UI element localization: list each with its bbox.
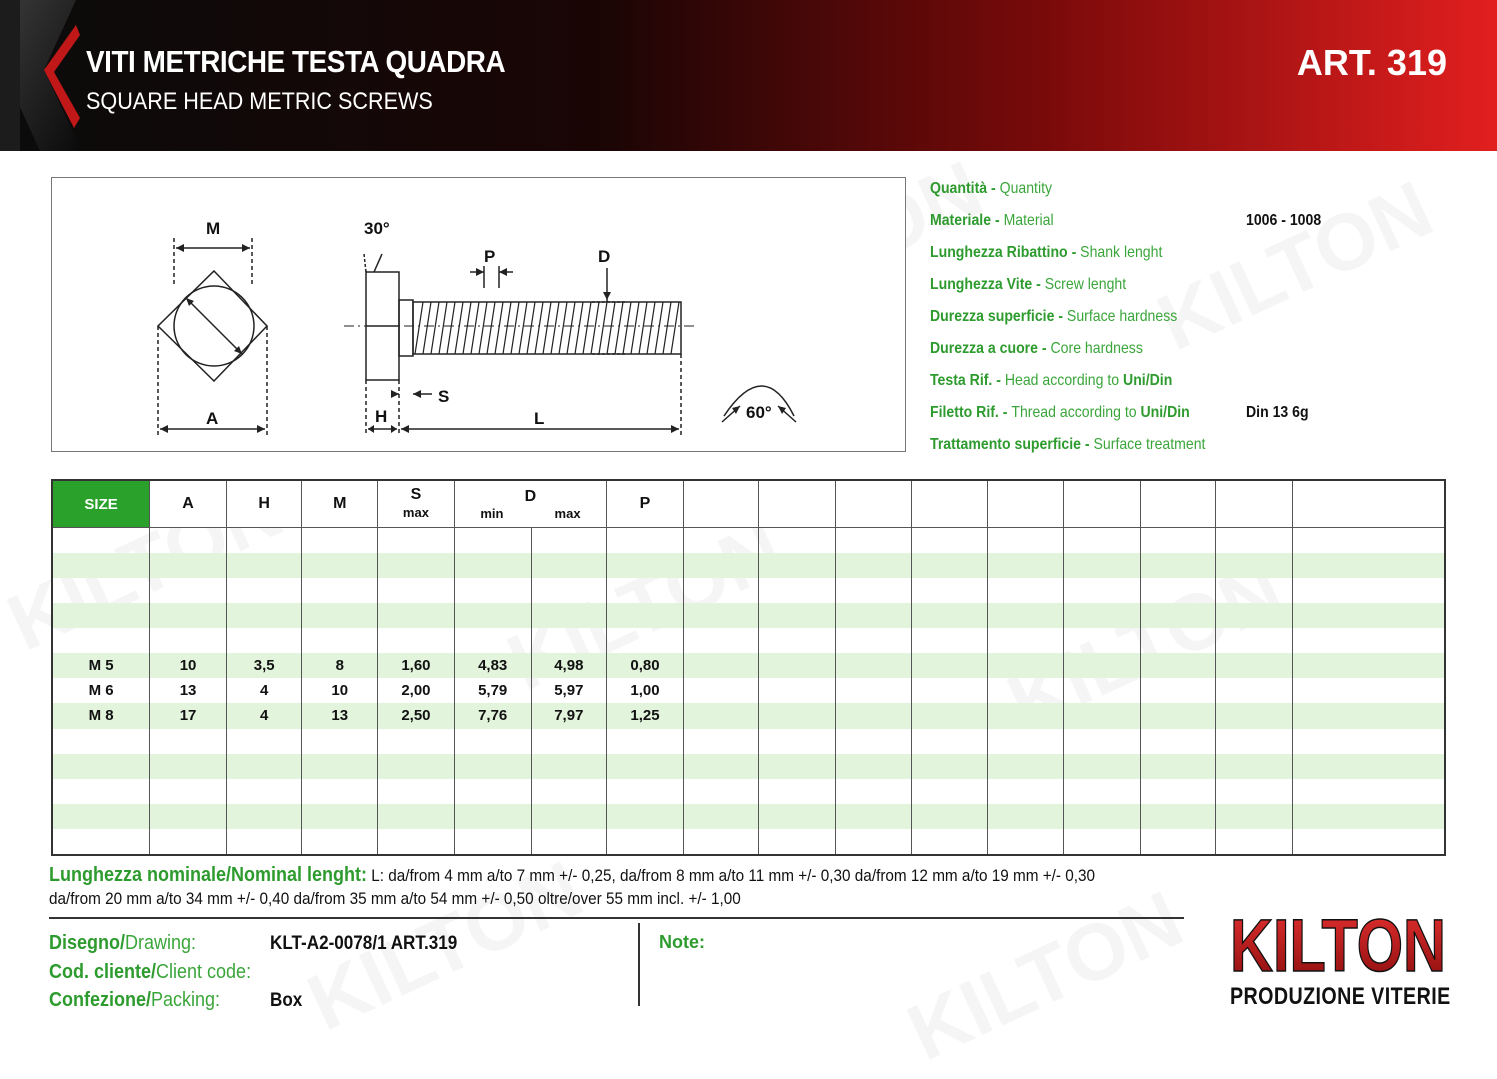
cell-empty <box>759 628 836 653</box>
cell-empty <box>1064 603 1141 628</box>
cell-empty <box>1064 678 1141 703</box>
client-code-label: Cod. cliente/Client code: <box>49 961 252 983</box>
cell-size <box>52 779 150 804</box>
cell-p <box>607 829 684 855</box>
cell-empty <box>911 829 988 855</box>
cell-empty <box>1140 703 1216 728</box>
cell-h <box>226 553 302 578</box>
cell-h: 4 <box>226 703 302 728</box>
table-body <box>52 528 1445 856</box>
cell-s <box>378 729 455 754</box>
cell-dmax: 4,98 <box>531 653 607 678</box>
property-thread-ref: Filetto Rif. - Thread according to Uni/Din <box>930 404 1190 421</box>
label-head-angle: 30° <box>364 219 390 238</box>
kilton-logo <box>1228 904 1448 987</box>
cell-empty <box>1293 729 1445 754</box>
cell-m <box>302 553 378 578</box>
cell-empty <box>911 678 988 703</box>
cell-empty <box>836 528 912 554</box>
cell-dmax <box>531 829 607 855</box>
cell-dmin: 4,83 <box>454 653 531 678</box>
article-number: ART. 319 <box>1296 42 1447 83</box>
cell-empty <box>1293 754 1445 779</box>
cell-a <box>150 829 227 855</box>
col-p: P <box>607 480 684 528</box>
col-size: SIZE <box>52 480 150 528</box>
cell-empty <box>1216 729 1293 754</box>
table-row <box>52 528 1445 554</box>
cell-h: 3,5 <box>226 653 302 678</box>
cell-empty <box>988 779 1064 804</box>
table-row <box>52 653 1445 678</box>
cell-dmax <box>531 628 607 653</box>
cell-empty <box>1064 703 1141 728</box>
cell-empty <box>1140 553 1216 578</box>
cell-m: 10 <box>302 678 378 703</box>
property-quantity: Quantità - Quantity <box>930 180 1053 197</box>
cell-p <box>607 729 684 754</box>
packing-label: Confezione/Packing: <box>49 989 221 1011</box>
property-head-ref: Testa Rif. - Head according to Uni/Din <box>930 372 1173 389</box>
cell-m: 8 <box>302 653 378 678</box>
screw-diagram <box>52 178 907 453</box>
cell-empty <box>1140 528 1216 554</box>
cell-empty <box>836 628 912 653</box>
cell-a <box>150 779 227 804</box>
col-a: A <box>150 480 227 528</box>
cell-empty <box>988 553 1064 578</box>
cell-s <box>378 628 455 653</box>
cell-a: 13 <box>150 678 227 703</box>
label-p: P <box>484 247 496 266</box>
cell-empty <box>1064 829 1141 855</box>
cell-empty <box>911 754 988 779</box>
label-a: A <box>206 409 219 428</box>
cell-empty <box>988 628 1064 653</box>
cell-dmax <box>531 729 607 754</box>
cell-size <box>52 628 150 653</box>
cell-dmin <box>454 779 531 804</box>
cell-empty <box>759 829 836 855</box>
table-row <box>52 779 1445 804</box>
page-title: VITI METRICHE TESTA QUADRA <box>86 44 506 79</box>
cell-empty <box>1064 578 1141 603</box>
cell-empty <box>1216 678 1293 703</box>
cell-empty <box>759 653 836 678</box>
table-row <box>52 754 1445 779</box>
cell-h: 4 <box>226 678 302 703</box>
cell-size: M 8 <box>52 703 150 728</box>
cell-empty <box>1293 779 1445 804</box>
drawing-label: Disegno/Drawing: <box>49 932 197 954</box>
cell-empty <box>759 603 836 628</box>
cell-empty <box>1064 729 1141 754</box>
cell-m <box>302 528 378 554</box>
cell-empty <box>683 553 759 578</box>
cell-empty <box>988 703 1064 728</box>
cell-p <box>607 754 684 779</box>
cell-m <box>302 754 378 779</box>
cell-empty <box>759 729 836 754</box>
cell-m <box>302 779 378 804</box>
cell-h <box>226 729 302 754</box>
cell-dmax <box>531 578 607 603</box>
cell-empty <box>1216 754 1293 779</box>
property-thread-ref-value: Din 13 6g <box>1246 404 1309 421</box>
cell-empty <box>988 603 1064 628</box>
table-row <box>52 628 1445 653</box>
cell-empty <box>836 653 912 678</box>
cell-empty <box>911 528 988 554</box>
table-row <box>52 678 1445 703</box>
cell-empty <box>836 703 912 728</box>
cell-empty <box>911 653 988 678</box>
cell-dmin: 7,76 <box>454 703 531 728</box>
cell-p <box>607 628 684 653</box>
cell-empty <box>1140 729 1216 754</box>
cell-empty <box>1293 703 1445 728</box>
cell-size <box>52 754 150 779</box>
cell-dmin <box>454 628 531 653</box>
cell-h <box>226 829 302 855</box>
cell-empty <box>1140 754 1216 779</box>
cell-empty <box>1216 553 1293 578</box>
cell-dmin <box>454 804 531 829</box>
cell-s <box>378 779 455 804</box>
cell-size <box>52 729 150 754</box>
cell-empty <box>1293 553 1445 578</box>
cell-empty <box>1140 779 1216 804</box>
cell-empty <box>836 578 912 603</box>
label-l: L <box>534 409 545 428</box>
cell-empty <box>911 729 988 754</box>
page-subtitle: SQUARE HEAD METRIC SCREWS <box>86 88 433 115</box>
cell-s: 2,50 <box>378 703 455 728</box>
cell-a: 10 <box>150 653 227 678</box>
label-d: D <box>598 247 611 266</box>
cell-empty <box>683 528 759 554</box>
cell-empty <box>683 804 759 829</box>
cell-empty <box>1216 578 1293 603</box>
cell-empty <box>1140 603 1216 628</box>
logo-text: KILTON <box>1230 904 1446 987</box>
label-h: H <box>375 407 388 426</box>
table-header-row <box>52 480 1445 528</box>
cell-empty <box>683 628 759 653</box>
cell-empty <box>683 603 759 628</box>
cell-empty <box>1064 653 1141 678</box>
note-label: Note: <box>659 932 705 952</box>
cell-dmin <box>454 578 531 603</box>
cell-a: 17 <box>150 703 227 728</box>
cell-p: 1,00 <box>607 678 684 703</box>
cell-size <box>52 603 150 628</box>
cell-h <box>226 779 302 804</box>
cell-s <box>378 603 455 628</box>
cell-empty <box>911 804 988 829</box>
cell-dmin: 5,79 <box>454 678 531 703</box>
cell-empty <box>911 779 988 804</box>
cell-a <box>150 603 227 628</box>
cell-size <box>52 829 150 855</box>
table-row <box>52 804 1445 829</box>
cell-s: 2,00 <box>378 678 455 703</box>
cell-size <box>52 804 150 829</box>
cell-dmin <box>454 829 531 855</box>
cell-empty <box>1064 553 1141 578</box>
property-surface-treatment: Trattamento superficie - Surface treatment <box>930 436 1206 453</box>
cell-p <box>607 578 684 603</box>
cell-empty <box>1140 804 1216 829</box>
cell-dmax <box>531 528 607 554</box>
table-row <box>52 603 1445 628</box>
cell-a <box>150 578 227 603</box>
cell-m: 13 <box>302 703 378 728</box>
thread-hatching <box>415 302 679 354</box>
cell-empty <box>836 779 912 804</box>
cell-empty <box>1293 678 1445 703</box>
label-m: M <box>206 219 221 238</box>
tolerance-line-2: da/from 20 mm a/to 34 mm +/- 0,40 da/from 35 mm a/to 54 mm +/- 0,50 oltre/over 55 mm incl. +/- 1,00 <box>49 889 741 908</box>
watermark <box>1144 163 1446 369</box>
cell-empty <box>1064 779 1141 804</box>
property-shank-length: Lunghezza Ribattino - Shank lenght <box>930 244 1163 261</box>
label-s: S <box>438 387 450 406</box>
cell-empty <box>1216 603 1293 628</box>
property-surface-hardness: Durezza superficie - Surface hardness <box>930 308 1178 325</box>
cell-size <box>52 528 150 554</box>
divider <box>49 917 1184 919</box>
drawing-value: KLT-A2-0078/1 ART.319 <box>270 933 458 954</box>
cell-empty <box>1293 528 1445 554</box>
kilton-brand <box>1228 904 1451 1010</box>
cell-a <box>150 804 227 829</box>
cell-size <box>52 553 150 578</box>
cell-empty <box>683 829 759 855</box>
cell-empty <box>911 603 988 628</box>
cell-m <box>302 603 378 628</box>
cell-empty <box>759 703 836 728</box>
table-row <box>52 829 1445 855</box>
cell-size: M 5 <box>52 653 150 678</box>
cell-dmax <box>531 779 607 804</box>
cell-empty <box>1140 628 1216 653</box>
cell-dmax <box>531 553 607 578</box>
cell-empty <box>1064 804 1141 829</box>
cell-empty <box>683 779 759 804</box>
cell-empty <box>683 678 759 703</box>
cell-empty <box>683 729 759 754</box>
cell-empty <box>759 804 836 829</box>
cell-empty <box>1140 653 1216 678</box>
cell-m <box>302 804 378 829</box>
cell-a <box>150 553 227 578</box>
cell-empty <box>836 729 912 754</box>
cell-empty <box>911 628 988 653</box>
cell-empty <box>836 829 912 855</box>
cell-empty <box>1140 578 1216 603</box>
cell-empty <box>836 678 912 703</box>
cell-empty <box>683 653 759 678</box>
cell-m <box>302 829 378 855</box>
cell-dmax <box>531 804 607 829</box>
divider <box>638 923 640 1006</box>
cell-s <box>378 578 455 603</box>
col-h: H <box>226 480 302 528</box>
cell-empty <box>1140 678 1216 703</box>
cell-size: M 6 <box>52 678 150 703</box>
cell-dmin <box>454 754 531 779</box>
cell-s <box>378 754 455 779</box>
cell-s <box>378 528 455 554</box>
cell-m <box>302 628 378 653</box>
header-banner <box>0 0 1497 151</box>
cell-empty <box>759 528 836 554</box>
cell-empty <box>988 754 1064 779</box>
table-row <box>52 729 1445 754</box>
cell-empty <box>1216 528 1293 554</box>
cell-empty <box>911 703 988 728</box>
cell-empty <box>683 703 759 728</box>
cell-empty <box>1293 578 1445 603</box>
cell-h <box>226 804 302 829</box>
cell-m <box>302 729 378 754</box>
cell-h <box>226 603 302 628</box>
cell-empty <box>1293 603 1445 628</box>
property-core-hardness: Durezza a cuore - Core hardness <box>930 340 1143 357</box>
col-s: S max <box>378 480 455 528</box>
watermark <box>894 873 1196 1079</box>
cell-empty <box>988 578 1064 603</box>
cell-empty <box>683 578 759 603</box>
cell-s <box>378 829 455 855</box>
table-row <box>52 553 1445 578</box>
cell-empty <box>759 779 836 804</box>
cell-p: 1,25 <box>607 703 684 728</box>
kilton-k-logo-icon <box>0 0 85 151</box>
property-material-value: 1006 - 1008 <box>1246 212 1322 229</box>
cell-empty <box>988 528 1064 554</box>
cell-empty <box>1293 628 1445 653</box>
cell-a <box>150 729 227 754</box>
table-row <box>52 578 1445 603</box>
cell-empty <box>1216 628 1293 653</box>
cell-h <box>226 628 302 653</box>
cell-empty <box>1216 804 1293 829</box>
cell-empty <box>1064 628 1141 653</box>
cell-dmax <box>531 603 607 628</box>
col-d: D min max <box>454 480 606 528</box>
cell-dmax: 5,97 <box>531 678 607 703</box>
cell-s <box>378 804 455 829</box>
cell-size <box>52 578 150 603</box>
cell-p <box>607 779 684 804</box>
cell-h <box>226 578 302 603</box>
cell-empty <box>1293 804 1445 829</box>
cell-p: 0,80 <box>607 653 684 678</box>
col-m: M <box>302 480 378 528</box>
cell-p <box>607 804 684 829</box>
technical-drawing <box>51 177 906 452</box>
cell-m <box>302 578 378 603</box>
cell-dmin <box>454 528 531 554</box>
cell-empty <box>1064 754 1141 779</box>
packing-value: Box <box>270 990 303 1011</box>
cell-empty <box>836 804 912 829</box>
cell-empty <box>1293 653 1445 678</box>
cell-p <box>607 553 684 578</box>
cell-empty <box>836 603 912 628</box>
cell-empty <box>759 678 836 703</box>
cell-empty <box>1140 829 1216 855</box>
cell-dmin <box>454 603 531 628</box>
cell-p <box>607 528 684 554</box>
cell-empty <box>988 678 1064 703</box>
cell-dmax <box>531 754 607 779</box>
cell-empty <box>759 578 836 603</box>
cell-empty <box>1216 703 1293 728</box>
cell-empty <box>683 754 759 779</box>
cell-a <box>150 628 227 653</box>
cell-empty <box>1216 653 1293 678</box>
property-material: Materiale - Material <box>930 212 1054 229</box>
cell-empty <box>759 553 836 578</box>
cell-empty <box>836 754 912 779</box>
cell-p <box>607 603 684 628</box>
cell-empty <box>988 804 1064 829</box>
table-row <box>52 703 1445 728</box>
cell-empty <box>988 653 1064 678</box>
cell-dmin <box>454 553 531 578</box>
cell-empty <box>911 578 988 603</box>
tolerance-line-1: Lunghezza nominale/Nominal lenght: L: da/from 4 mm a/to 7 mm +/- 0,25, da/from 8 mm a/to 11 mm +/- 0,30 da/from 12 mm a/to 19 mm +/- 0,30 <box>49 864 1096 886</box>
cell-empty <box>1216 829 1293 855</box>
cell-empty <box>1064 528 1141 554</box>
cell-h <box>226 528 302 554</box>
property-screw-length: Lunghezza Vite - Screw lenght <box>930 276 1127 293</box>
cell-empty <box>1293 829 1445 855</box>
dimensions-table <box>51 479 1446 856</box>
cell-a <box>150 754 227 779</box>
cell-empty <box>836 553 912 578</box>
brand-tagline: PRODUZIONE VITERIE <box>1230 983 1451 1010</box>
cell-empty <box>759 754 836 779</box>
cell-h <box>226 754 302 779</box>
cell-empty <box>1216 779 1293 804</box>
cell-dmax: 7,97 <box>531 703 607 728</box>
cell-s <box>378 553 455 578</box>
cell-s: 1,60 <box>378 653 455 678</box>
label-thread-angle: 60° <box>746 403 772 422</box>
cell-a <box>150 528 227 554</box>
cell-empty <box>988 729 1064 754</box>
cell-empty <box>988 829 1064 855</box>
cell-empty <box>911 553 988 578</box>
cell-dmin <box>454 729 531 754</box>
